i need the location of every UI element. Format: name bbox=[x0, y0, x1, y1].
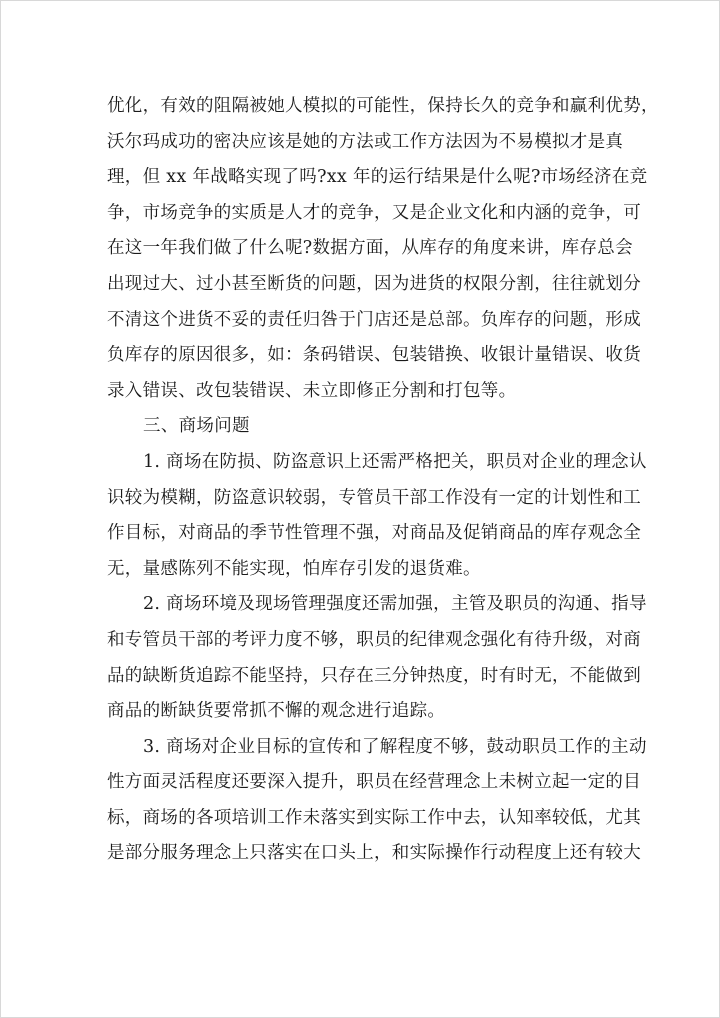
text-line: 2. 商场环境及现场管理强度还需加强，主管及职员的沟通、指导 bbox=[143, 594, 647, 615]
text-line: 品的缺断货追踪不能坚持，只存在三分钟热度，时有时无，不能做到 bbox=[107, 665, 641, 686]
text-line: 录入错误、改包装错误、未立即修正分割和打包等。 bbox=[107, 380, 517, 401]
text-line: 负库存的原因很多，如：条码错误、包装错换、收银计量错误、收货 bbox=[107, 345, 641, 366]
text-line: 优化，有效的阻隔被她人模拟的可能性，保持长久的竞争和赢利优势， bbox=[107, 96, 659, 116]
text-line: 不清这个进货不妥的责任归咎于门店还是总部。负库存的问题，形成 bbox=[107, 309, 641, 330]
text-line: 3. 商场对企业目标的宣传和了解程度不够，鼓动职员工作的主动 bbox=[143, 736, 647, 757]
text-line: 性方面灵活程度还要深入提升，职员在经营理念上未树立起一定的目 bbox=[107, 772, 641, 793]
text-line: 无，量感陈列不能实现，怕库存引发的退货难。 bbox=[107, 558, 481, 579]
text-line: 标，商场的各项培训工作未落实到实际工作中去，认知率较低，尤其 bbox=[107, 807, 641, 828]
text-line: 作目标，对商品的季节性管理不强，对商品及促销商品的库存观念全 bbox=[107, 523, 641, 544]
text-line: 沃尔玛成功的密决应该是她的方法或工作方法因为不易模拟才是真 bbox=[107, 131, 624, 152]
text-line: 在这一年我们做了什么呢?数据方面，从库存的角度来讲，库存总会 bbox=[107, 238, 633, 259]
text-line: 1. 商场在防损、防盗意识上还需严格把关，职员对企业的理念认 bbox=[143, 451, 647, 472]
text-line: 理，但 xx 年战略实现了吗?xx 年的运行结果是什么呢?市场经济在竞 bbox=[107, 167, 648, 188]
text-line: 商品的断缺货要常抓不懈的观念进行追踪。 bbox=[107, 701, 446, 722]
text-line: 争，市场竞争的实质是人才的竞争，又是企业文化和内涵的竞争，可 bbox=[107, 202, 641, 223]
section-heading: 三、商场问题 bbox=[143, 416, 250, 437]
text-line: 出现过大、过小甚至断货的问题，因为进货的权限分割，往往就划分 bbox=[107, 273, 641, 294]
text-line: 是部分服务理念上只落实在口头上，和实际操作行动程度上还有较大 bbox=[107, 843, 641, 864]
text-line: 和专管员干部的考评力度不够，职员的纪律观念强化有待升级，对商 bbox=[107, 629, 641, 650]
document-body bbox=[107, 89, 659, 872]
text-line: 识较为模糊，防盗意识较弱，专管员干部工作没有一定的计划性和工 bbox=[107, 487, 641, 508]
